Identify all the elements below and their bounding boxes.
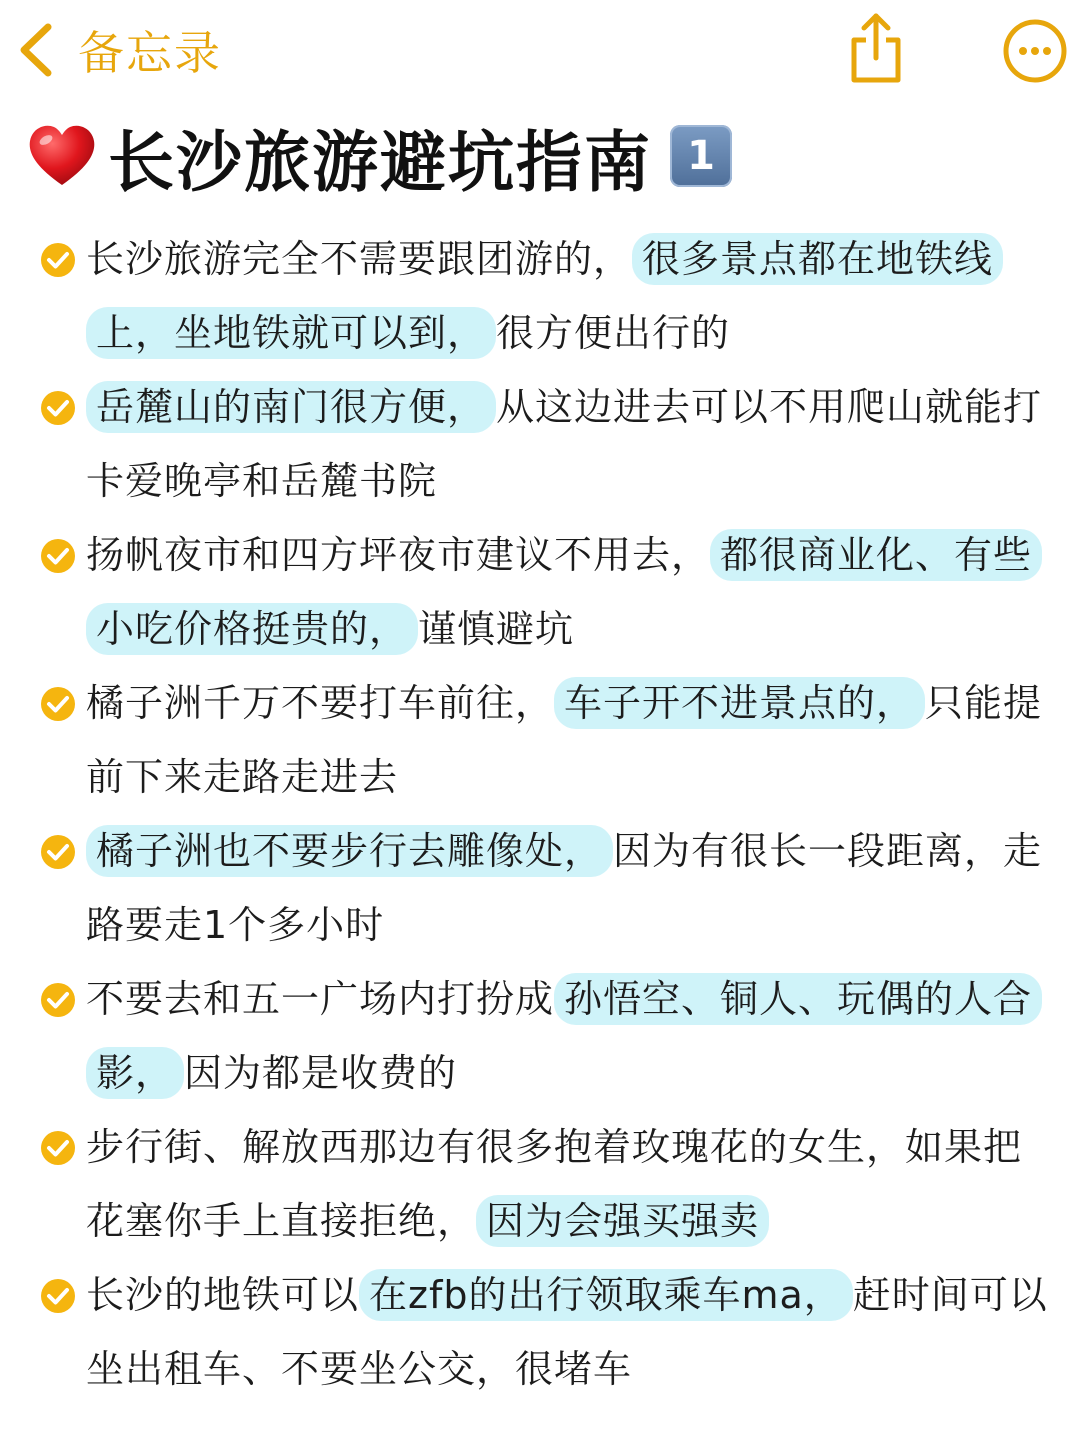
plain-text: 长沙的地铁可以 (86, 1273, 360, 1317)
plain-text: 橘子洲千万不要打车前往， (86, 681, 555, 725)
plain-text: 谨慎避坑 (418, 607, 575, 651)
plain-text: 赶时间可以坐出租车、不要坐公交，很堵车 (86, 1273, 1048, 1391)
highlighted-text: 车子开不进景点的， (554, 677, 925, 729)
highlighted-text: 因为会强买强卖 (476, 1195, 769, 1247)
check-circle-icon (40, 834, 76, 870)
plain-text: 因为都是收费的 (184, 1051, 458, 1095)
plain-text: 从这边进去可以不用爬山就能打卡爱晚亭和岳麓书院 (86, 385, 1043, 503)
back-label: 备忘录 (78, 26, 222, 80)
highlighted-text: 在zfb的出行领取乘车ma， (359, 1269, 853, 1321)
highlighted-text: 很多景点都在地铁线上，坐地铁就可以到， (86, 233, 1003, 359)
list-item (0, 1258, 1080, 1406)
check-circle-icon (40, 538, 76, 574)
nav-bar (0, 0, 1080, 100)
tips-list (0, 222, 1080, 1406)
back-button[interactable] (16, 18, 222, 82)
check-circle-icon (40, 1130, 76, 1166)
plain-text: 只能提前下来走路走进去 (86, 681, 1043, 799)
check-circle-icon (40, 242, 76, 278)
list-item (0, 1110, 1080, 1258)
item-text (86, 666, 1050, 814)
list-item (0, 370, 1080, 518)
item-text (86, 1110, 1050, 1258)
plain-text: 很方便出行的 (496, 311, 731, 355)
check-circle-icon (40, 982, 76, 1018)
item-text (86, 370, 1050, 518)
check-circle-icon (40, 686, 76, 722)
item-text (86, 222, 1050, 370)
plain-text: 不要去和五一广场内打扮成 (86, 977, 555, 1021)
check-circle-icon (40, 390, 76, 426)
share-icon (844, 10, 908, 86)
more-button[interactable] (1002, 18, 1068, 84)
item-text (86, 1258, 1050, 1406)
highlighted-text: 橘子洲也不要步行去雕像处， (86, 825, 613, 877)
chevron-left-icon (16, 21, 56, 79)
list-item (0, 666, 1080, 814)
plain-text: 步行街、解放西那边有很多抱着玫瑰花的女生，如果把花塞你手上直接拒绝， (86, 1125, 1023, 1243)
highlighted-text: 都很商业化、有些小吃价格挺贵的， (86, 529, 1042, 655)
list-item (0, 814, 1080, 962)
plain-text: 扬帆夜市和四方坪夜市建议不用去， (86, 533, 711, 577)
plain-text: 因为有很长一段距离，走路要走1个多小时 (86, 829, 1043, 947)
item-text (86, 962, 1050, 1110)
title-text: 长沙旅游避坑指南 (108, 123, 652, 201)
number-badge: 1 (670, 125, 732, 187)
highlighted-text: 岳麓山的南门很方便， (86, 381, 496, 433)
list-item (0, 222, 1080, 370)
more-icon (1002, 18, 1068, 84)
note-title (26, 116, 732, 201)
highlighted-text: 孙悟空、铜人、玩偶的人合影， (86, 973, 1042, 1099)
check-circle-icon (40, 1278, 76, 1314)
list-item (0, 518, 1080, 666)
item-text (86, 518, 1050, 666)
list-item (0, 962, 1080, 1110)
share-button[interactable] (844, 10, 908, 86)
heart-icon (26, 123, 98, 189)
plain-text: 长沙旅游完全不需要跟团游的， (86, 237, 633, 281)
item-text (86, 814, 1050, 962)
